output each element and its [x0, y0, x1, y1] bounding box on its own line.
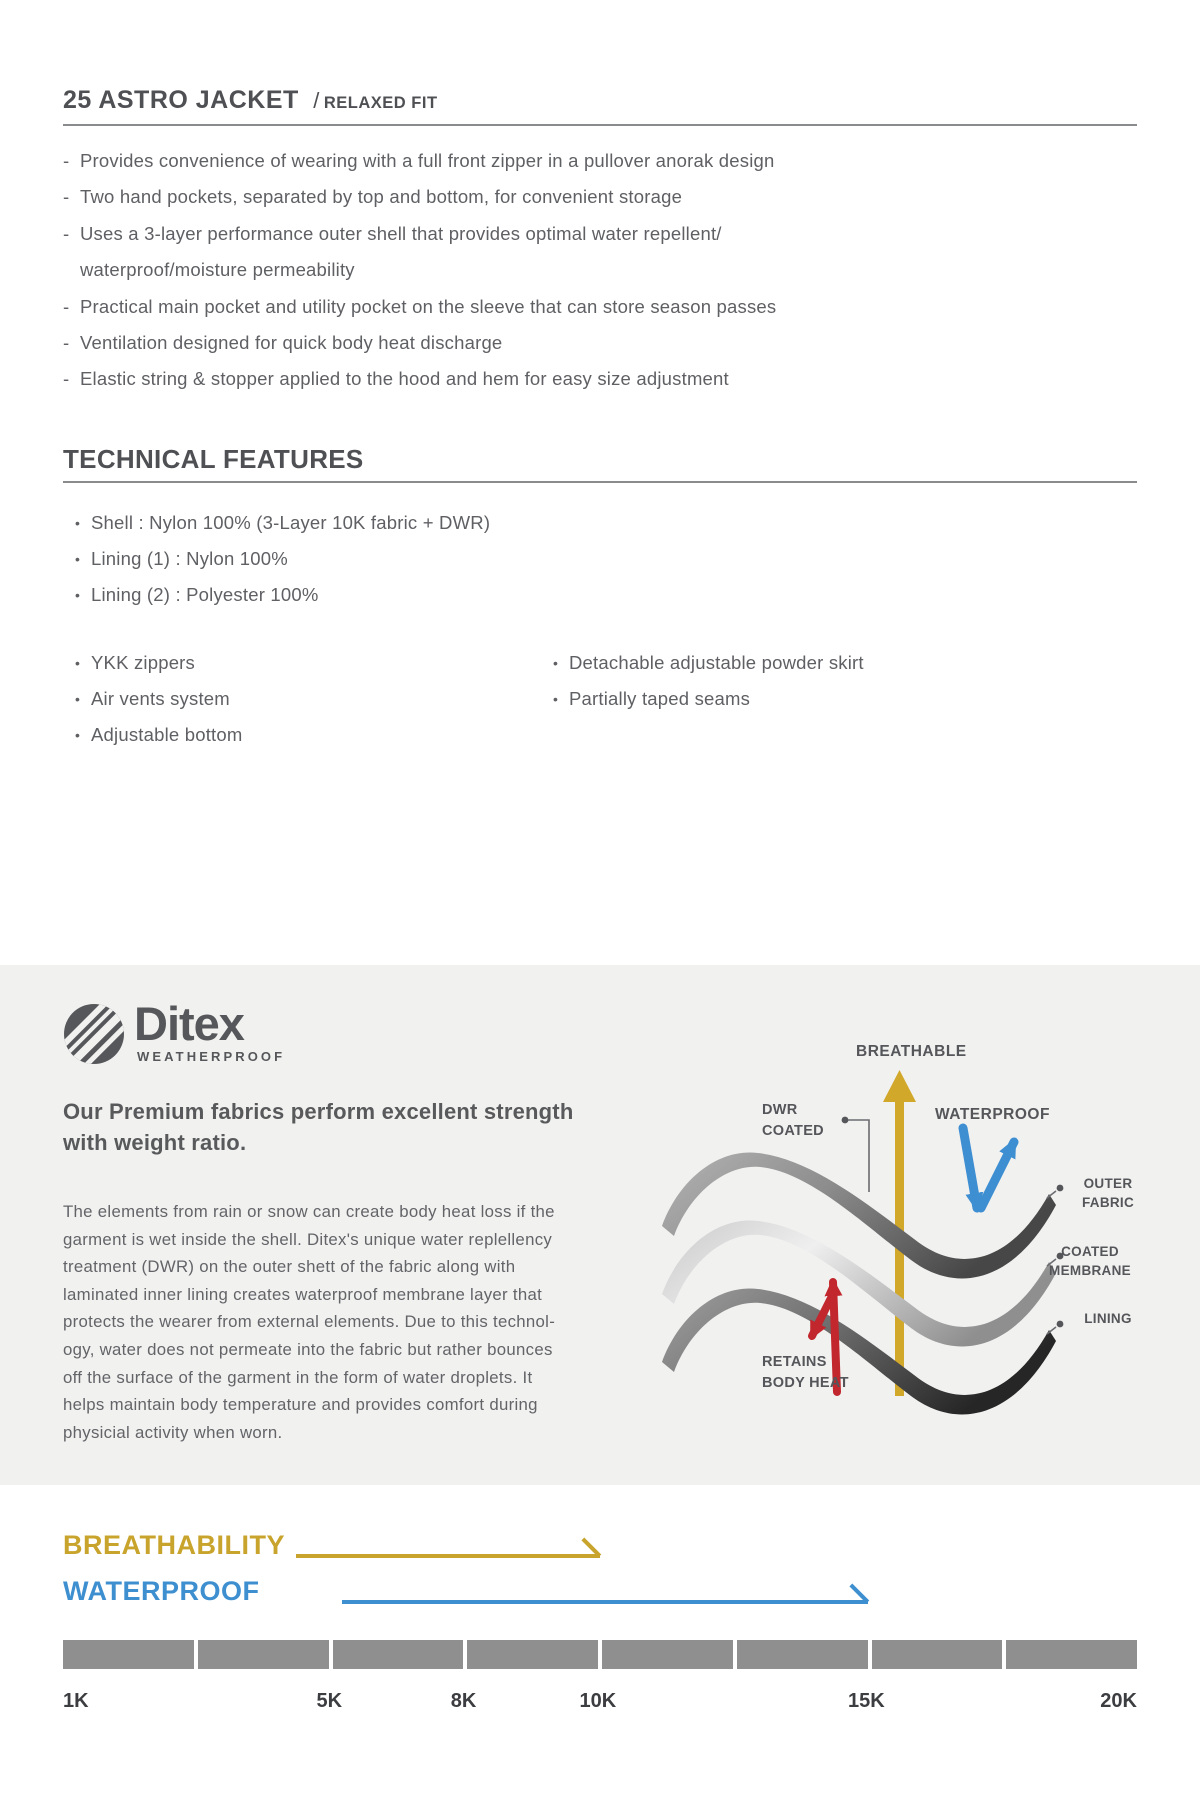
- extras-column-left: [63, 645, 243, 753]
- material-text: Lining (2) : Polyester 100%: [91, 584, 319, 605]
- dot-bullet: •: [75, 515, 81, 531]
- material-text: Lining (1) : Nylon 100%: [91, 548, 288, 569]
- scale-segment: [737, 1640, 868, 1669]
- brand-tagline: WEATHERPROOF: [137, 1049, 286, 1064]
- lining-layer: [662, 1289, 1056, 1415]
- feature-line: [63, 252, 1143, 288]
- feature-text: Elastic string & stopper applied to the hood and hem for easy size adjustment: [80, 368, 729, 390]
- materials-list: [63, 505, 490, 613]
- feature-line: [63, 325, 1143, 361]
- material-line: [63, 505, 490, 541]
- dash-bullet: -: [63, 222, 70, 244]
- lining-label: LINING: [1084, 1311, 1132, 1326]
- material-line: [63, 577, 490, 613]
- scale-tick-label: 1K: [63, 1690, 89, 1712]
- waterproof-rating-label: WATERPROOF: [63, 1576, 260, 1606]
- body-line: garment is wet inside the shell. Ditex's unique water replellency: [63, 1229, 553, 1249]
- body-line: ogy, water does not permeate into the fabric but rather bounces: [63, 1339, 553, 1359]
- breathability-line-tick: [582, 1538, 601, 1557]
- extra-text: YKK zippers: [91, 652, 195, 673]
- feature-text: Practical main pocket and utility pocket on the sleeve that can store season passes: [80, 295, 777, 317]
- body-line: helps maintain body temperature and provides comfort during: [63, 1395, 538, 1415]
- scale-segment: [333, 1640, 464, 1669]
- body-line: treatment (DWR) on the outer shett of the fabric along with: [63, 1257, 516, 1277]
- extra-line: [541, 681, 864, 717]
- body-line: physicial activity when worn.: [63, 1422, 283, 1442]
- scale-segment: [63, 1640, 194, 1669]
- extra-line: [63, 717, 243, 753]
- intro-line: with weight ratio.: [63, 1130, 247, 1155]
- extras-column-right: [541, 645, 864, 717]
- body-line: The elements from rain or snow can create body heat loss if the: [63, 1202, 555, 1221]
- fit-text: RELAXED FIT: [323, 94, 438, 112]
- fit-divider: /: [313, 88, 320, 113]
- waterproof-arrow-icon: [963, 1128, 1014, 1208]
- breathable-label: BREATHABLE: [856, 1043, 967, 1060]
- scale-tick-label: 15K: [847, 1690, 885, 1712]
- rating-scale-labels: [63, 1690, 1137, 1714]
- feature-text: Two hand pockets, separated by top and bottom, for convenient storage: [80, 186, 683, 208]
- dot-bullet: •: [75, 551, 81, 567]
- fabric-intro: [63, 1096, 573, 1158]
- extra-line: [541, 645, 864, 681]
- dwr-coated-label: DWR COATED: [762, 1102, 824, 1139]
- rating-scale-bar: [63, 1640, 1137, 1669]
- waterproof-line-tick: [850, 1584, 869, 1603]
- scale-tick-label: 20K: [1100, 1690, 1137, 1712]
- extra-text: Detachable adjustable powder skirt: [569, 652, 864, 673]
- ditex-logo-icon: [63, 1003, 125, 1065]
- extra-text: Adjustable bottom: [91, 724, 243, 745]
- dot-bullet: •: [75, 727, 81, 743]
- page-title: 25 ASTRO JACKET: [63, 86, 299, 114]
- body-line: laminated inner lining creates waterproof membrane layer that: [63, 1284, 543, 1304]
- extra-text: Partially taped seams: [569, 688, 751, 709]
- dot-bullet: •: [75, 587, 81, 603]
- scale-segment: [1006, 1640, 1137, 1669]
- technical-divider: [63, 481, 1137, 483]
- scale-segment: [467, 1640, 598, 1669]
- dot-bullet: •: [75, 655, 81, 671]
- material-text: Shell : Nylon 100% (3-Layer 10K fabric + DWR): [91, 512, 491, 533]
- intro-line: Our Premium fabrics perform excellent strength: [63, 1099, 574, 1124]
- dash-bullet: -: [63, 186, 70, 208]
- dot-bullet: •: [553, 655, 559, 671]
- dot-bullet: •: [553, 691, 559, 707]
- feature-line: [63, 179, 1143, 215]
- scale-tick-label: 5K: [316, 1690, 343, 1712]
- coated-membrane-label: COATED MEMBRANE: [1049, 1244, 1131, 1278]
- fabric-body-copy: [63, 1198, 703, 1446]
- coated-membrane-layer: [662, 1221, 1056, 1347]
- brand-name: Ditex: [134, 997, 244, 1050]
- breathability-rating-label: BREATHABILITY: [63, 1530, 285, 1560]
- waterproof-label: WATERPROOF: [935, 1106, 1050, 1123]
- technical-features-heading: TECHNICAL FEATURES: [63, 444, 364, 474]
- dash-bullet: -: [63, 332, 70, 354]
- feature-text: Ventilation designed for quick body heat discharge: [80, 332, 503, 354]
- scale-tick-label: 8K: [450, 1690, 477, 1712]
- feature-text: Uses a 3-layer performance outer shell that provides optimal water repellent/: [80, 222, 722, 244]
- extra-text: Air vents system: [91, 688, 230, 709]
- feature-text: waterproof/moisture permeability: [80, 259, 355, 281]
- feature-text: Provides convenience of wearing with a full front zipper in a pullover anorak design: [80, 150, 775, 171]
- material-line: [63, 541, 490, 577]
- dash-bullet: -: [63, 295, 70, 317]
- outer-fabric-label: OUTER FABRIC: [1081, 1176, 1135, 1210]
- scale-tick-label: 10K: [579, 1690, 617, 1712]
- scale-segment: [198, 1640, 329, 1669]
- product-header: [63, 86, 1137, 115]
- feature-line: [63, 289, 1143, 325]
- feature-list: [63, 143, 1143, 398]
- body-line: off the surface of the garment in the form of water droplets. It: [63, 1367, 533, 1387]
- fit-label: [313, 88, 438, 113]
- retains-body-heat-label: RETAINS BODY HEAT: [762, 1354, 849, 1391]
- dash-bullet: -: [63, 368, 70, 390]
- feature-line: [63, 216, 1143, 252]
- breathability-rating-line: [296, 1554, 600, 1558]
- body-line: protects the wearer from external elements. Due to this technol-: [63, 1312, 556, 1332]
- waterproof-rating-line: [342, 1600, 868, 1604]
- feature-line: [63, 143, 1143, 179]
- header-divider: [63, 124, 1137, 126]
- dash-bullet: -: [63, 150, 70, 171]
- scale-segment: [872, 1640, 1003, 1669]
- extra-line: [63, 645, 243, 681]
- feature-line: [63, 361, 1143, 397]
- dot-bullet: •: [75, 691, 81, 707]
- extra-line: [63, 681, 243, 717]
- scale-segment: [602, 1640, 733, 1669]
